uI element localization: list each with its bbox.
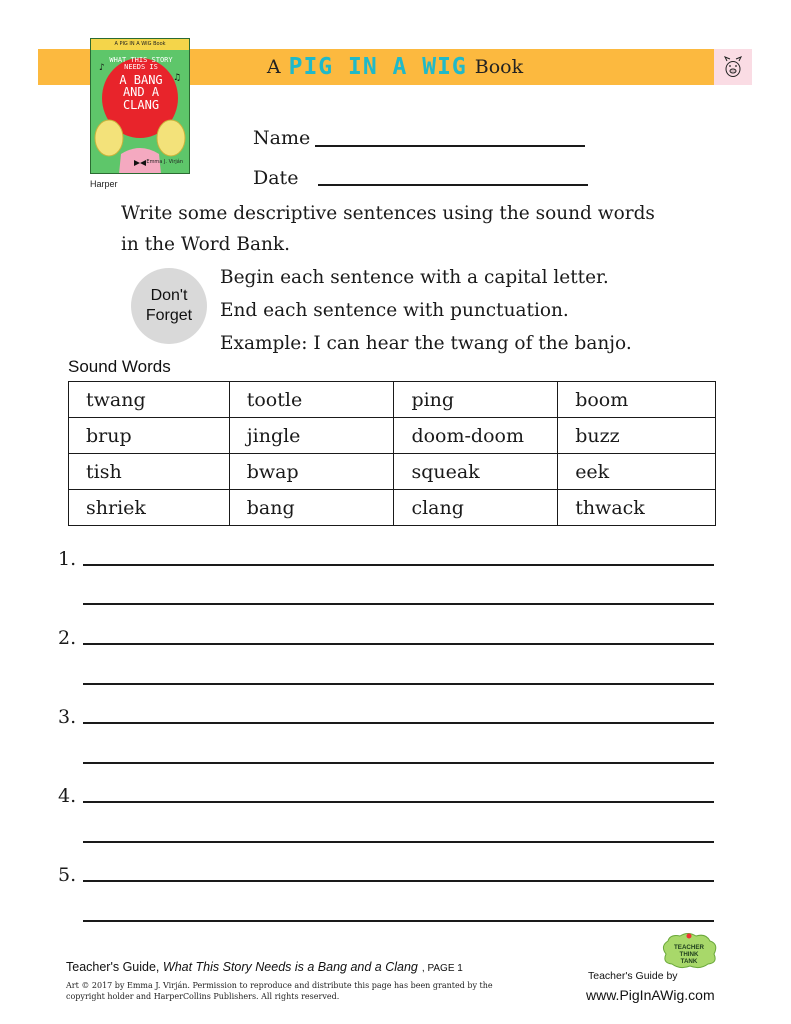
sentence-1-line-b[interactable]: [83, 603, 714, 605]
sentence-number-4: 4.: [58, 785, 77, 807]
word-cell: tish: [69, 454, 230, 490]
sentence-5-line-b[interactable]: [83, 920, 714, 922]
sentence-number-5: 5.: [58, 864, 77, 886]
footer-guide-title: [66, 960, 463, 974]
table-row: [69, 454, 716, 490]
cover-author: Emma J. Virján: [146, 159, 183, 165]
word-bank-title: Sound Words: [68, 357, 171, 376]
word-cell: clang: [394, 490, 558, 526]
svg-text:THINK: THINK: [679, 951, 699, 958]
tip-punctuation: End each sentence with punctuation.: [220, 300, 569, 321]
name-field-line[interactable]: [315, 145, 585, 147]
series-brand: PIG IN A WIG: [288, 54, 467, 80]
word-cell: squeak: [394, 454, 558, 490]
cover-title-small: WHAT THIS STORY NEEDS IS: [109, 56, 173, 72]
footer-book-title: What This Story Needs is a Bang and a Clang: [162, 960, 418, 974]
cover-title-big: A BANG AND A CLANG: [119, 72, 163, 112]
svg-text:TEACHER: TEACHER: [674, 944, 704, 951]
instruction-line-2: in the Word Bank.: [121, 234, 290, 255]
cover-title: [105, 57, 177, 111]
sentence-4-line-a[interactable]: [83, 801, 714, 803]
word-cell: thwack: [558, 490, 716, 526]
instruction-line-1: Write some descriptive sentences using the sound words: [121, 203, 655, 224]
badge-line-1: Don't: [150, 287, 188, 304]
word-cell: eek: [558, 454, 716, 490]
svg-text:TANK: TANK: [680, 958, 698, 965]
publisher-label: Harper: [90, 179, 118, 189]
series-title-prefix: A: [266, 56, 281, 78]
teacher-think-tank-logo: [658, 932, 720, 970]
footer-guide-prefix: Teacher's Guide,: [66, 960, 163, 974]
book-cover: [90, 38, 190, 174]
table-row: [69, 382, 716, 418]
sentence-number-2: 2.: [58, 627, 77, 649]
dont-forget-badge: [131, 268, 207, 344]
word-bank-table: [68, 381, 716, 526]
sentence-4-line-b[interactable]: [83, 841, 714, 843]
word-cell: ping: [394, 382, 558, 418]
date-label: Date: [253, 167, 299, 189]
pig-face-icon: [722, 55, 744, 79]
sentence-number-3: 3.: [58, 706, 77, 728]
badge-line-2: Forget: [145, 307, 193, 324]
teacher-guide-by: Teacher's Guide by: [588, 970, 678, 982]
sentence-3-line-b[interactable]: [83, 762, 714, 764]
word-cell: doom-doom: [394, 418, 558, 454]
word-cell: brup: [69, 418, 230, 454]
footer-copyright: [66, 980, 526, 1002]
word-cell: boom: [558, 382, 716, 418]
word-cell: tootle: [229, 382, 394, 418]
series-title: [230, 49, 560, 85]
word-cell: bang: [229, 490, 394, 526]
date-field-line[interactable]: [318, 184, 588, 186]
sentence-2-line-a[interactable]: [83, 643, 714, 645]
table-row: [69, 490, 716, 526]
name-label: Name: [253, 127, 311, 149]
sentence-1-line-a[interactable]: [83, 564, 714, 566]
copyright-line-1: Art © 2017 by Emma J. Virján. Permission to reproduce and distribute this page has been granted by the: [66, 981, 493, 990]
word-cell: buzz: [558, 418, 716, 454]
word-cell: twang: [69, 382, 230, 418]
word-cell: jingle: [229, 418, 394, 454]
sentence-5-line-a[interactable]: [83, 880, 714, 882]
tip-example: Example: I can hear the twang of the banjo.: [220, 333, 632, 354]
copyright-line-2: copyright holder and HarperCollins Publishers. All rights reserved.: [66, 992, 340, 1002]
tip-capital-letter: Begin each sentence with a capital letter.: [220, 267, 609, 288]
word-cell: shriek: [69, 490, 230, 526]
footer-page-number: , PAGE 1: [421, 963, 463, 974]
pig-tab: [714, 49, 752, 85]
table-row: [69, 418, 716, 454]
sentence-2-line-b[interactable]: [83, 683, 714, 685]
cover-series-strip: A PIG IN A WIG Book: [91, 39, 189, 50]
series-title-suffix: Book: [474, 56, 524, 78]
sentence-number-1: 1.: [58, 548, 77, 570]
website-link[interactable]: www.PigInAWig.com: [586, 987, 715, 1003]
svg-text:♪: ♪: [99, 63, 105, 73]
svg-text:♫: ♫: [173, 73, 182, 83]
sentence-3-line-a[interactable]: [83, 722, 714, 724]
word-cell: bwap: [229, 454, 394, 490]
